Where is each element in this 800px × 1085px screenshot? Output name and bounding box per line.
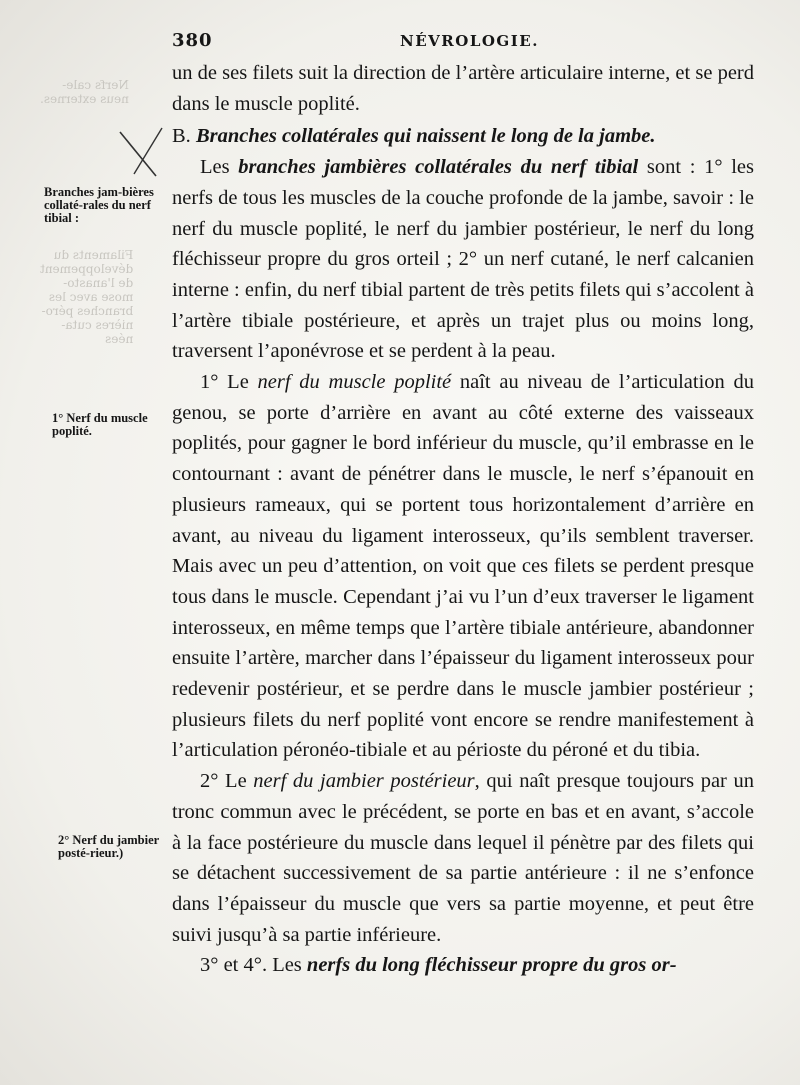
sidenote-branches: Branches jam-bières collaté-rales du nerf tibial :	[44, 185, 154, 225]
section-title: Branches collatérales qui naissent le long de la jambe.	[195, 125, 656, 148]
page-header	[172, 30, 752, 54]
paragraph-text: 3° et 4°. Les	[200, 954, 307, 977]
paragraph-text: 1° Le	[200, 371, 258, 394]
paragraph-text: , qui naît presque toujours par un tronc commun avec le précédent, se porte en bas et en avant, s’accole à la face postérieure du muscle dans lequel il pénètre par des filets qui se détachent successivement de sa partie antérieure : il ne s’enfonce dans l’épaisseur du muscle que vers sa partie moyenne, et peut être suivi jusqu’à sa partie inférieure.	[172, 770, 754, 946]
sidenote-nerf-poplite: 1° Nerf du muscle poplité.	[52, 411, 148, 438]
paragraph	[172, 766, 754, 950]
paragraph-text: sont : 1° les nerfs de tous les muscles de la couche profonde de la jambe, savoir : le nerf du muscle poplité, le nerf du jambier postérieur, le nerf du long fléchisseur propre du gros orteil ; 2° un nerf cutané, le nerf calcanien interne : enfin, du nerf tibial partent de très petits filets qui s’accolent à l’artère tibiale postérieure, et après un trajet plus ou moins long, traversent l’aponévrose et se perdent à la peau.	[172, 156, 755, 363]
term: nerf du jambier postérieur	[253, 770, 475, 793]
paragraph-text: naît au niveau de l’articulation du genou, se porte d’arrière en avant au côté externe des vaisseaux poplités, pour gagner le bord inférieur du muscle, qu’il embrasse en le contournant : avant de pénétrer dans le muscle, le nerf s’épanouit en plusieurs rameaux, qui se portent tous horizontalement d’arrière en avant, au niveau du ligament interosseux, qu’ils semblent traverser. Mais avec un peu d’attention, on voit que ces filets se perdent presque tous dans le muscle. Cependant j’ai vu l’un d’eux traverser le ligament interosseux, en même temps que l’artère tibiale antérieure, abandonner ensuite l’artère, marcher dans l’épaisseur du ligament interosseux pour redevenir postérieur, et se perdre dans le muscle jambier postérieur ; plusieurs filets du nerf poplité vont encore se rendre manifestement à l’articulation péronéo-tibiale et au périoste du péroné et du tibia.	[172, 371, 754, 762]
term: branches jambières collatérales du nerf tibial	[238, 156, 639, 179]
body-text	[172, 58, 754, 981]
term: nerfs du long fléchisseur propre du gros or-	[306, 954, 677, 977]
show-through-text: Nerfs cale- neus externes.	[40, 78, 129, 106]
show-through-text: Filaments du développement de l'anasto- mose avec les branches péro- nières cuta- nées	[40, 248, 134, 346]
paragraph-text: Les	[200, 156, 239, 179]
running-title: NÉVROLOGIE.	[400, 32, 539, 50]
paragraph	[172, 58, 754, 119]
paragraph-text: 2° Le	[200, 770, 254, 793]
pencil-cross-mark	[116, 124, 164, 180]
paragraph-text: un de ses filets suit la direction de l’artère articulaire interne, et se perd dans le muscle poplité.	[172, 62, 754, 115]
page-number: 380	[172, 30, 213, 51]
paragraph	[172, 152, 754, 367]
sidenote-nerf-jambier: 2° Nerf du jambier posté-rieur.)	[58, 833, 159, 860]
paragraph	[172, 950, 754, 981]
paragraph	[172, 367, 754, 766]
section-letter: B.	[172, 125, 191, 148]
term: nerf du muscle poplité	[257, 371, 452, 394]
section-heading	[172, 121, 754, 152]
